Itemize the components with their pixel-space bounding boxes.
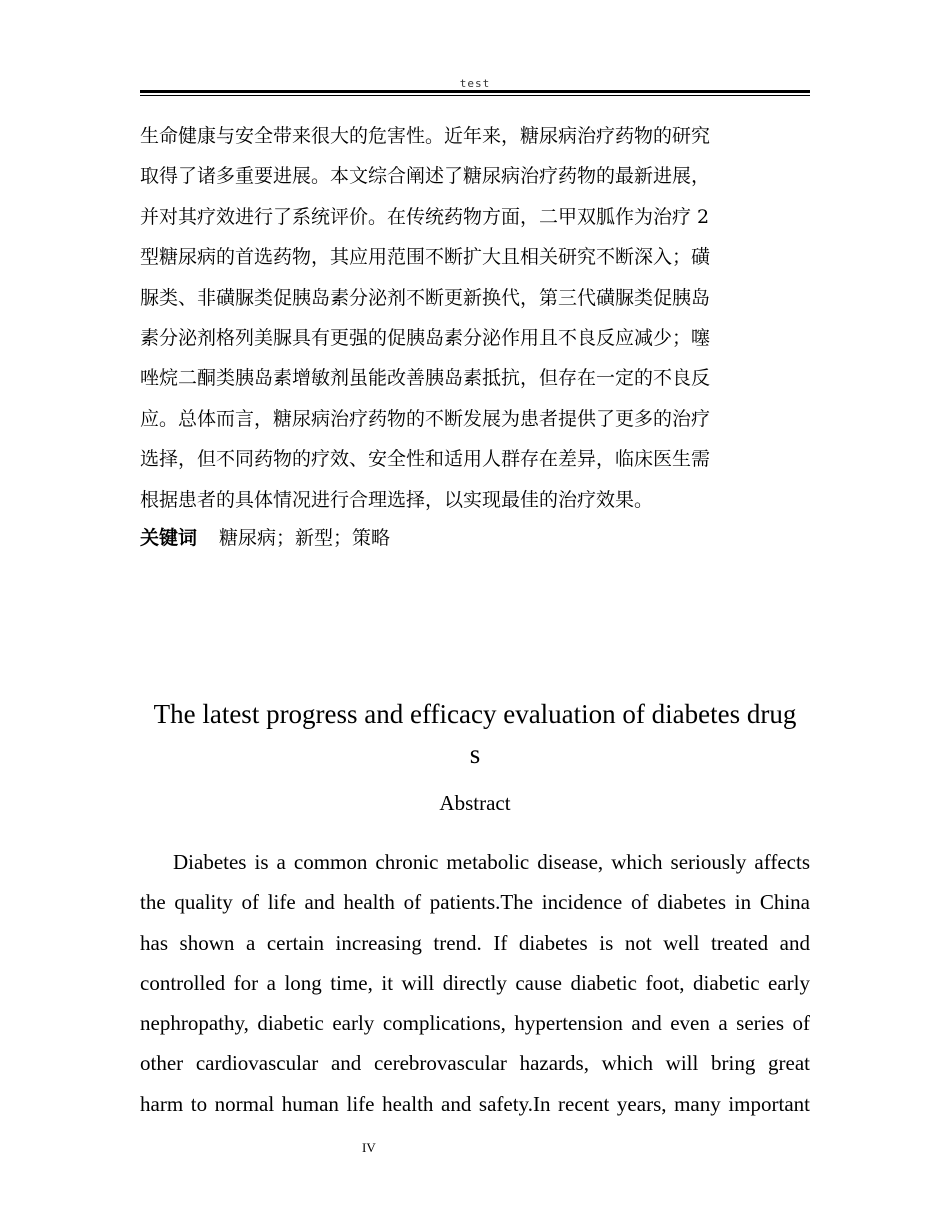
english-abstract-line: Diabetes is a common chronic metabolic disease, which seriously affects [173,850,810,874]
running-header: test [459,77,491,90]
keywords-values: 糖尿病；新型；策略 [219,527,391,549]
chinese-abstract-line: 生命健康与安全带来很大的危害性。近年来，糖尿病治疗药物的研究 [140,125,711,147]
keywords-label: 关键词 [140,527,198,549]
english-abstract-paragraph [140,842,810,1124]
chinese-abstract-line: 取得了诸多重要进展。本文综合阐述了糖尿病治疗药物的最新进展， [140,165,711,188]
chinese-abstract-line: 应。总体而言，糖尿病治疗药物的不断发展为患者提供了更多的治疗 [140,407,711,430]
chinese-abstract-paragraph [140,116,810,520]
header-rule-thick [140,90,810,93]
chinese-abstract-line: 根据患者的具体情况进行合理选择，以实现最佳的治疗效果。 [140,488,654,511]
header-rule-thin [140,95,810,96]
chinese-abstract-line: 选择，但不同药物的疗效、安全性和适用人群存在差异，临床医生需 [140,448,711,471]
chinese-keywords [140,521,810,555]
chinese-abstract-line: 素分泌剂格列美脲具有更强的促胰岛素分泌作用且不良反应减少；噻 [140,327,711,350]
english-abstract-line: nephropathy, diabetic early complications, hypertension and even a series of [140,1011,810,1036]
english-title [140,694,810,774]
chinese-abstract-line: 并对其疗效进行了系统评价。在传统药物方面，二甲双胍作为治疗 2 [140,205,710,228]
english-abstract-line: harm to normal human life health and safety.In recent years, many important [140,1091,810,1116]
english-title-line-2: s [469,739,481,769]
english-title-line-1: The latest progress and efficacy evaluation of diabetes drug [153,699,797,729]
page-number: IV [362,1140,376,1155]
english-abstract-line: controlled for a long time, it will directly cause diabetic foot, diabetic early [140,970,810,995]
chinese-abstract-line: 脲类、非磺脲类促胰岛素分泌剂不断更新换代，第三代磺脲类促胰岛 [140,286,711,309]
chinese-abstract-line: 唑烷二酮类胰岛素增敏剂虽能改善胰岛素抵抗，但存在一定的不良反 [140,367,711,390]
english-abstract-line: has shown a certain increasing trend. If diabetes is not well treated and [140,930,810,955]
english-abstract-line: the quality of life and health of patients.The incidence of diabetes in China [140,890,810,915]
english-abstract-line: other cardiovascular and cerebrovascular hazards, which will bring great [140,1051,810,1076]
english-abstract-heading: Abstract [439,791,511,815]
chinese-abstract-line: 型糖尿病的首选药物，其应用范围不断扩大且相关研究不断深入；磺 [140,246,711,269]
